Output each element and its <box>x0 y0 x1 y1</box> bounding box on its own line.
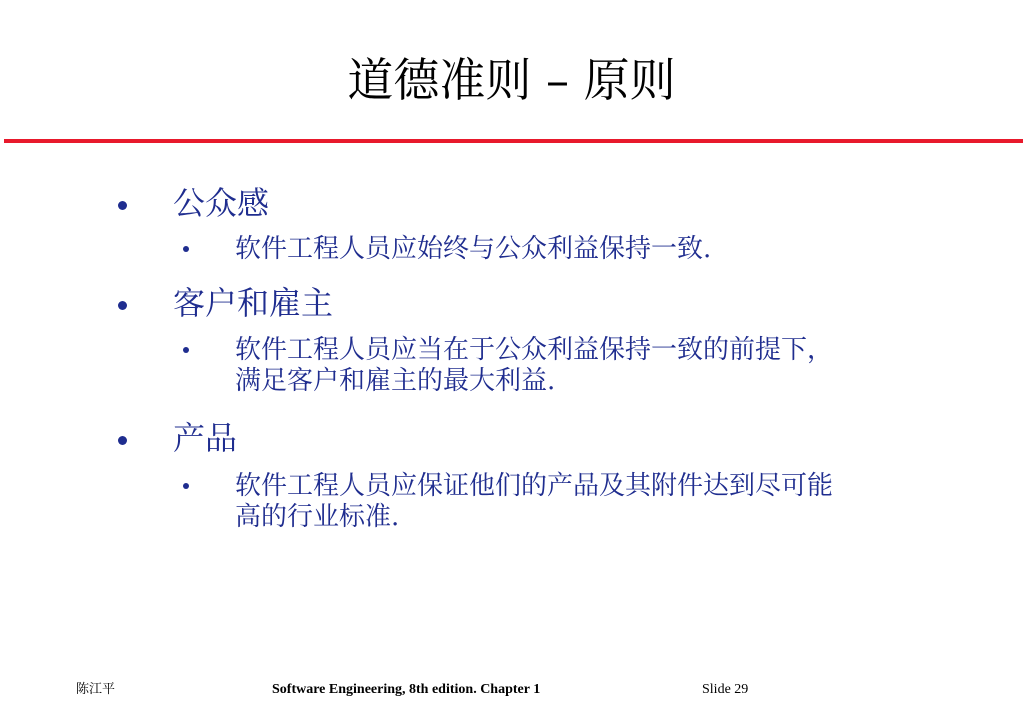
sub-bullet-dot-icon <box>183 246 189 252</box>
bullet-label: 公众感 <box>173 184 270 222</box>
footer-course-title: Software Engineering, 8th edition. Chapter 1 <box>272 682 541 697</box>
sub-bullet-text: 软件工程人员应始终与公众利益保持一致. <box>235 234 712 264</box>
bullet-dot-icon <box>118 301 127 310</box>
bullet-dot-icon <box>118 201 127 210</box>
bullet-dot-icon <box>118 436 127 445</box>
slide-title: 道德准则 – 原则 <box>347 53 676 107</box>
sub-bullet-text: 软件工程人员应当在于公众利益保持一致的前提下， 满足客户和雇主的最大利益. <box>235 335 834 396</box>
sub-bullet-dot-icon <box>183 347 189 353</box>
bullet-label: 客户和雇主 <box>173 284 334 322</box>
sub-bullet-text: 软件工程人员应保证他们的产品及其附件达到尽可能 高的行业标准. <box>235 471 834 532</box>
footer-slide-number: Slide 29 <box>702 682 749 697</box>
sub-bullet-dot-icon <box>183 483 189 489</box>
bullet-label: 产品 <box>173 419 238 457</box>
footer-author: 陈江平 <box>76 682 116 697</box>
